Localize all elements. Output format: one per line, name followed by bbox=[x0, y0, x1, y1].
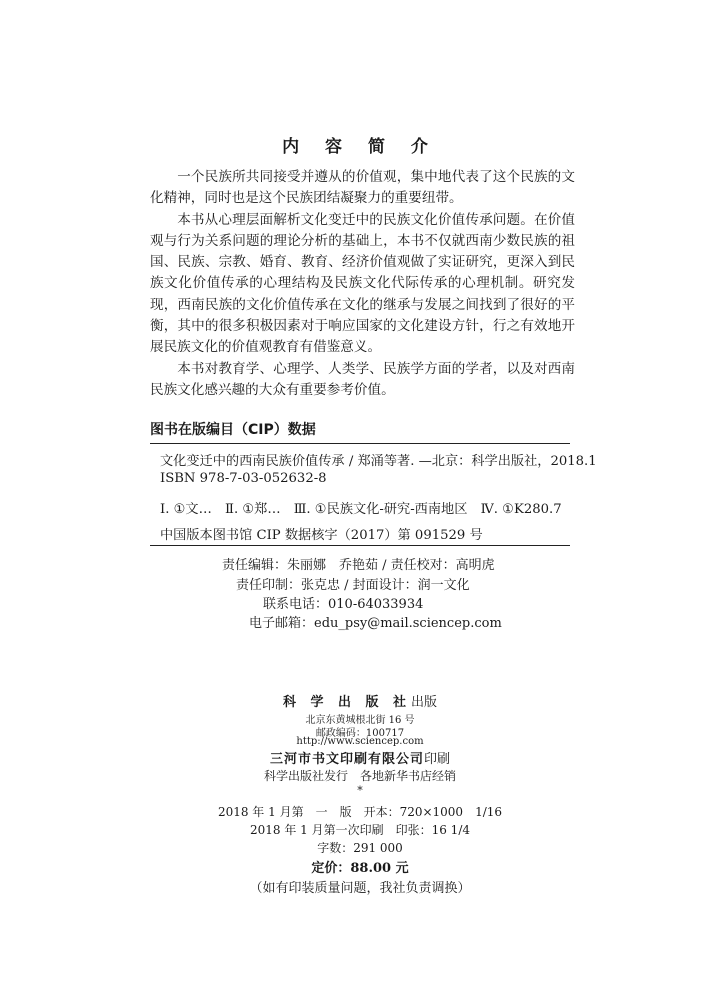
intro-body bbox=[150, 167, 575, 401]
cip-isbn: ISBN 978-7-03-052632-8 bbox=[160, 471, 327, 486]
quality-notice: （如有印装质量问题，我社负责调换） bbox=[249, 881, 471, 896]
publisher-suffix: 出版 bbox=[411, 695, 438, 710]
distribution-line: 科学出版社发行 各地新华书店经销 bbox=[263, 769, 456, 783]
cip-heading: 图书在版编目（CIP）数据 bbox=[150, 422, 316, 438]
printing-line: 2018 年 1 月第一次印刷 印张：16 1/4 bbox=[249, 823, 470, 837]
cip-classification: Ⅰ. ①文… Ⅱ. ①郑… Ⅲ. ①民族文化-研究-西南地区 Ⅳ. ①K280.7 bbox=[160, 502, 562, 517]
publisher-name: 科 学 出 版 社 bbox=[282, 695, 412, 710]
cip-divider-bottom bbox=[150, 545, 570, 546]
intro-paragraph: 一个民族所共同接受并遵从的价值观，集中地代表了这个民族的文化精神，同时也是这个民族团结凝聚力的重要纽带。 bbox=[150, 169, 575, 207]
cip-divider-top bbox=[150, 443, 570, 444]
cip-verification: 中国版本图书馆 CIP 数据核字（2017）第 091529 号 bbox=[160, 528, 483, 543]
publisher-name-line bbox=[0, 691, 720, 710]
credit-production: 责任印制：张克忠 / 封面设计：润一文化 bbox=[236, 578, 470, 593]
word-count: 字数：291 000 bbox=[317, 841, 403, 855]
printer-name: 三河市书文印刷有限公司 bbox=[269, 752, 424, 767]
separator-mark: * bbox=[357, 784, 363, 797]
intro-paragraph: 本书对教育学、心理学、人类学、民族学方面的学者，以及对西南民族文化感兴趣的大众有重要参考价值。 bbox=[150, 360, 575, 398]
printer-suffix: 印刷 bbox=[424, 752, 451, 767]
printer-line bbox=[0, 748, 720, 767]
publisher-postcode: 邮政编码：100717 bbox=[315, 728, 405, 739]
edition-line: 2018 年 1 月第 一 版 开本：720×1000 1/16 bbox=[217, 805, 503, 819]
publisher-address: 北京东黄城根北街 16 号 bbox=[305, 715, 415, 726]
credit-phone: 联系电话：010-64033934 bbox=[263, 597, 424, 612]
credit-editors: 责任编辑：朱丽娜 乔艳茹 / 责任校对：高明虎 bbox=[222, 558, 495, 573]
credit-email: 电子邮箱：edu_psy@mail.sciencep.com bbox=[249, 616, 502, 631]
cip-record-line: 文化变迁中的西南民族价值传承 / 郑涌等著. —北京：科学出版社，2018.1 bbox=[160, 454, 597, 469]
intro-paragraph: 本书从心理层面解析文化变迁中的民族文化价值传承问题。在价值观与行为关系问题的理论分析的基础上，本书不仅就西南少数民族的祖国、民族、宗教、婚育、教育、经济价值观做了实证研究，更深入到民族文化价值传承的心理结构及民族文化代际传承的心理机制。研究发现，西南民族的文化价值传承在文化的继承与发展之间找到了很好的平衡，其中的很多积极因素对于响应国家的文化建设方针，行之有效地开展民族文化的价值观教育有借鉴意义。 bbox=[150, 211, 575, 356]
publisher-website: http://www.sciencep.com bbox=[296, 736, 424, 747]
intro-title: 内 容 简 介 bbox=[282, 137, 438, 157]
price: 定价：88.00 元 bbox=[311, 861, 409, 876]
